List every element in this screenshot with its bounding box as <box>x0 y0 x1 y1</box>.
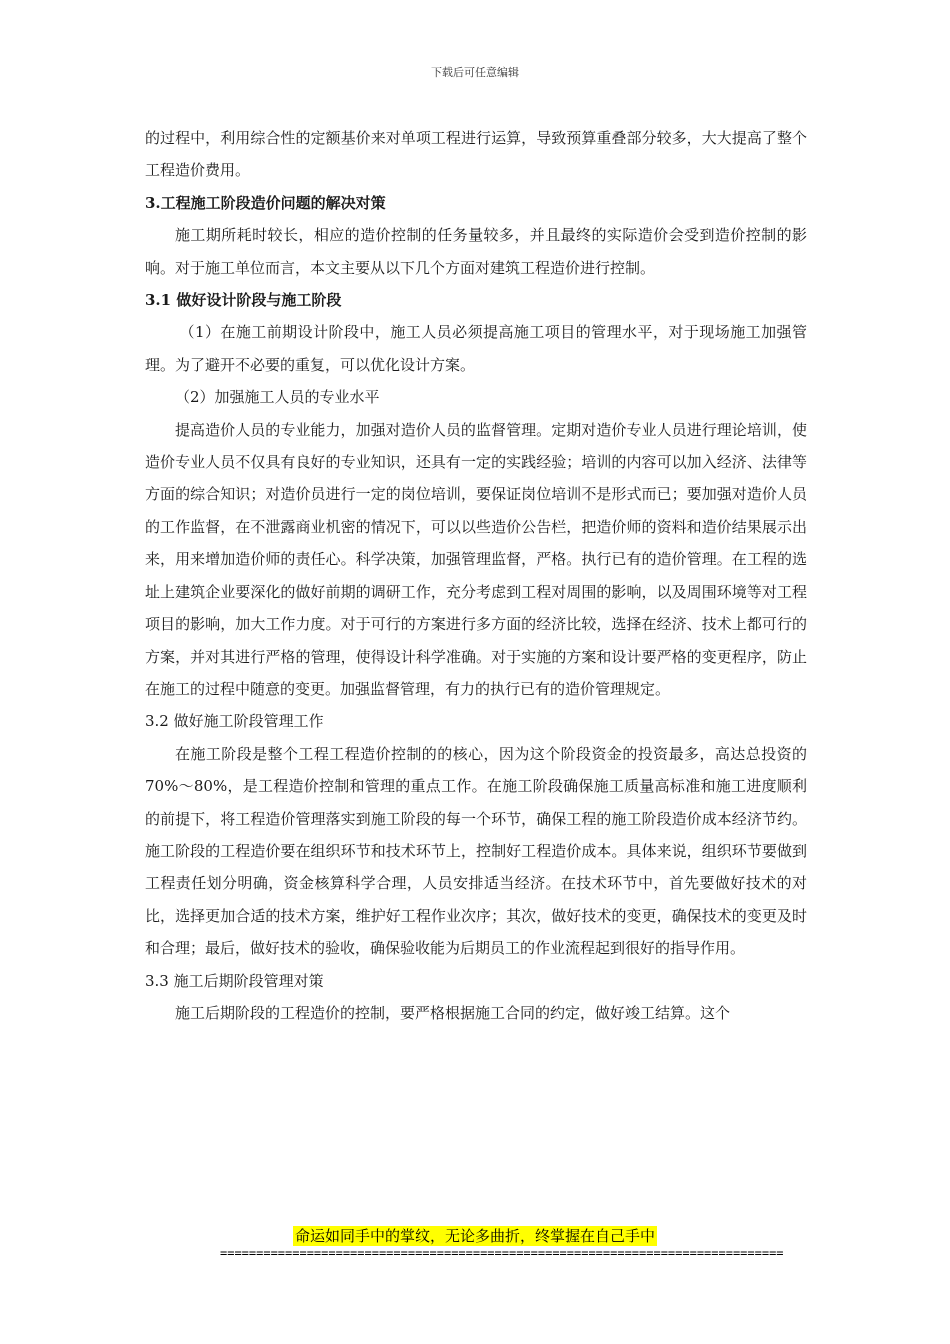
paragraph-late-stage: 施工后期阶段的工程造价的控制，要严格根据施工合同的约定，做好竣工结算。这个 <box>175 1003 731 1022</box>
paragraph-continuation: 的过程中，利用综合性的定额基价来对单项工程进行运算，导致预算重叠部分较多，大大提高了整个工程造价费用。 <box>145 129 807 180</box>
footer-banner <box>0 1226 950 1246</box>
document-body <box>145 122 807 1029</box>
sub-heading-staff-level: （2）加强施工人员的专业水平 <box>175 388 380 407</box>
section-heading-3-3: 3.3 施工后期阶段管理对策 <box>145 971 324 990</box>
footer-divider: ============================================================================== <box>220 1246 784 1260</box>
paragraph-construction-stage: 在施工阶段是整个工程工程造价控制的的核心，因为这个阶段资金的投资最多，高达总投资的70%～80%，是工程造价控制和管理的重点工作。在施工阶段确保施工质量高标准和施工进度顺利的前提下，将工程造价管理落实到施工阶段的每一个环节，确保工程的施工阶段造价成本经济节约。施工阶段的工程造价要在组织环节和技术环节上，控制好工程造价成本。具体来说，组织环节要做到工程责任划分明确，资金核算科学合理，人员安排适当经济。在技术环节中，首先要做好技术的对比，选择更加合适的技术方案，维护好工程作业次序；其次，做好技术的变更，确保技术的变更及时和合理；最后，做好技术的验收，确保验收能为后期员工的作业流程起到很好的指导作用。 <box>145 744 807 958</box>
section-heading-3: 3.工程施工阶段造价问题的解决对策 <box>145 193 386 212</box>
section-heading-3-1: 3.1 做好设计阶段与施工阶段 <box>145 291 342 310</box>
paragraph-staff-training: 提高造价人员的专业能力，加强对造价人员的监督管理。定期对造价专业人员进行理论培训，使造价专业人员不仅具有良好的专业知识，还具有一定的实践经验；培训的内容可以加入经济、法律等方面的综合知识；对造价员进行一定的岗位培训，要保证岗位培训不是形式而已；要加强对造价人员的工作监督，在不泄露商业机密的情况下，可以以些造价公告栏，把造价师的资料和造价结果展示出来，用来增加造价师的责任心。科学决策，加强管理监督，严格。执行已有的造价管理。在工程的选址上建筑企业要深化的做好前期的调研工作，充分考虑到工程对周围的影响，以及周围环境等对工程项目的影响，加大工作力度。对于可行的方案进行多方面的经济比较，选择在经济、技术上都可行的方案，并对其进行严格的管理，使得设计科学准确。对于实施的方案和设计要严格的变更程序，防止在施工的过程中随意的变更。加强监督管理，有力的执行已有的造价管理规定。 <box>145 420 807 698</box>
footer-motto: 命运如同手中的掌纹，无论多曲折，终掌握在自己手中 <box>294 1227 655 1245</box>
page-header-note: 下载后可任意编辑 <box>431 66 519 79</box>
section-heading-3-2: 3.2 做好施工阶段管理工作 <box>145 712 324 731</box>
paragraph-section-3-intro: 施工期所耗时较长，相应的造价控制的任务量较多，并且最终的实际造价会受到造价控制的影响。对于施工单位而言，本文主要从以下几个方面对建筑工程造价进行控制。 <box>145 226 807 277</box>
paragraph-design-stage: （1）在施工前期设计阶段中，施工人员必须提高施工项目的管理水平，对于现场施工加强管理。为了避开不必要的重复，可以优化设计方案。 <box>145 323 807 374</box>
